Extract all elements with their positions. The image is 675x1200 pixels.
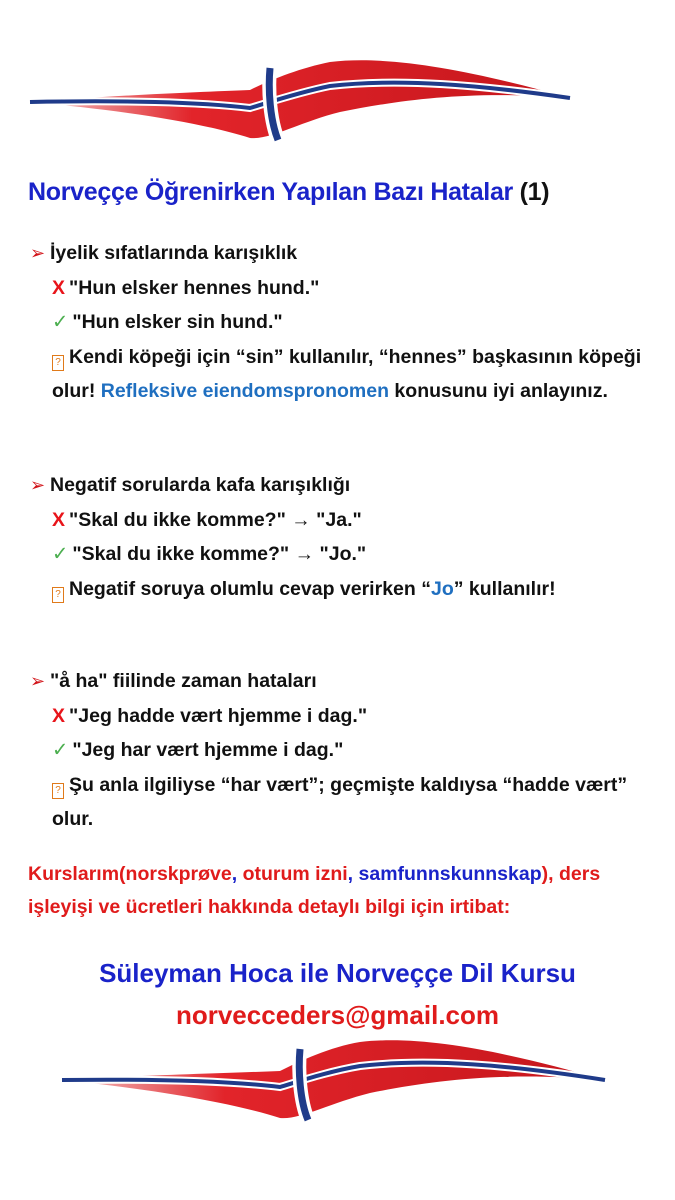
- note-text: Negatif soruya olumlu cevap verirken “: [69, 577, 431, 600]
- note-box-icon: ?: [52, 355, 64, 371]
- arrow-bullet-icon: ➢: [30, 475, 46, 495]
- grammar-topic-highlight: Refleksive eiendomspronomen: [100, 380, 390, 402]
- correct-example: "Jeg har vært hjemme i dag.": [72, 739, 344, 761]
- note-text: Şu anla ilgiliyse “har vært”; geçmişte kaldıysa “hadde vært”: [69, 773, 628, 796]
- checkmark-icon: ✓: [52, 311, 69, 333]
- course-list-end: ), ders: [541, 863, 601, 885]
- arrow-bullet-icon: ➢: [30, 243, 46, 263]
- course-info-text: [28, 858, 658, 924]
- course-oturum-izni: oturum izni: [242, 863, 348, 885]
- section-heading: Negatif sorularda kafa karışıklığı: [50, 474, 351, 496]
- wrong-x-icon: X: [52, 508, 66, 531]
- note-text-end: konusunu iyi anlayınız.: [389, 380, 608, 402]
- checkmark-icon: ✓: [52, 543, 69, 565]
- wrong-example: "Skal du ikke komme?" → "Ja.": [69, 508, 362, 531]
- note-text-cont: olur.: [52, 808, 94, 830]
- contact-prompt: işleyişi ve ücretleri hakkında detaylı bilgi için irtibat:: [28, 896, 511, 918]
- course-samfunnskunnskap: samfunnskunnskap: [358, 863, 542, 885]
- correct-example: "Skal du ikke komme?" → "Jo.": [72, 543, 367, 565]
- wrong-example: "Hun elsker hennes hund.": [69, 276, 320, 299]
- note-box-icon: ?: [52, 783, 64, 799]
- page-title: Norveççe Öğrenirken Yapılan Bazı Hatalar (1): [28, 178, 550, 206]
- norway-flag-ribbon-top: [0, 40, 675, 150]
- mistake-section-3: [30, 664, 655, 837]
- course-list-start: Kurslarım(norskprøve: [28, 863, 232, 885]
- wrong-x-icon: X: [52, 704, 66, 727]
- note-box-icon: ?: [52, 587, 64, 603]
- separator: ,: [231, 863, 243, 885]
- note-text: Kendi köpeği için “sin” kullanılır, “hennes” başkasının köpeği: [69, 345, 642, 368]
- wrong-x-icon: X: [52, 276, 66, 299]
- section-heading: "å ha" fiilinde zaman hataları: [50, 670, 317, 692]
- brand-block: [0, 952, 675, 1036]
- contact-email[interactable]: norvecceders@gmail.com: [175, 1000, 500, 1030]
- norway-flag-ribbon-bottom: [0, 1025, 675, 1135]
- note-text-end: ” kullanılır!: [453, 577, 556, 600]
- correct-example: "Hun elsker sin hund.": [72, 311, 283, 333]
- mistake-section-2: [30, 468, 655, 606]
- separator: ,: [347, 863, 359, 885]
- note-text-cont: olur!: [52, 380, 101, 402]
- jo-highlight: Jo: [430, 577, 454, 600]
- brand-name: Süleyman Hoca ile Norveççe Dil Kursu: [99, 958, 576, 988]
- arrow-bullet-icon: ➢: [30, 671, 46, 691]
- checkmark-icon: ✓: [52, 739, 69, 761]
- mistake-section-1: [30, 236, 655, 409]
- section-heading: İyelik sıfatlarında karışıklık: [50, 242, 298, 264]
- wrong-example: "Jeg hadde vært hjemme i dag.": [69, 704, 368, 727]
